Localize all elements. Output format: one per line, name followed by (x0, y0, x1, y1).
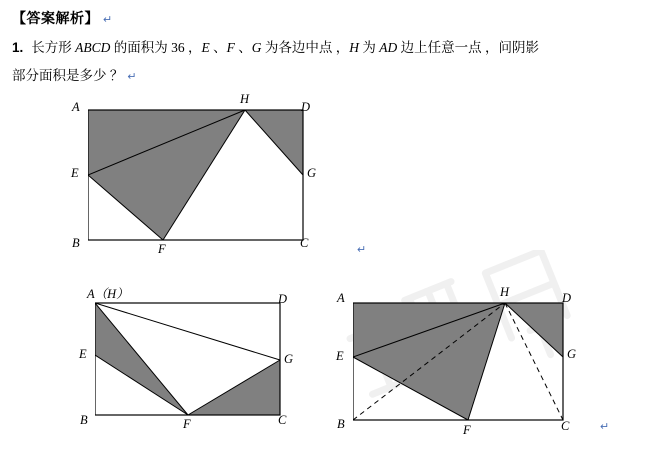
figure-2-label-D: D (278, 292, 288, 306)
q-text-g2: 边上任意一点 ，问阴影 (397, 40, 540, 55)
question-number: 1. (12, 40, 24, 55)
q-text-e2: 为各边中点 ， (261, 40, 350, 55)
figure-2-label-C: C (278, 413, 287, 427)
figure-2-label-G: G (284, 352, 294, 366)
q-text-d: 、 (234, 40, 252, 55)
figure-3-label-A: A (337, 291, 345, 305)
figure-1-label-E: E (71, 166, 79, 180)
q-text-a: 长方形 (31, 40, 76, 55)
paragraph-mark-middle: ↵ (357, 244, 367, 256)
question-line-2 (12, 64, 137, 84)
figure-2-label-B: B (80, 413, 88, 427)
q-text-b: 的面积为 36 ， (110, 40, 202, 55)
figure-3-label-F: F (463, 423, 471, 437)
figure-2-svg (95, 295, 295, 430)
paragraph-mark: ↵ (103, 13, 113, 26)
q-point-e: E (201, 40, 210, 55)
figure-3-label-H: H (500, 285, 510, 299)
shaded-region-main (88, 110, 245, 240)
figure-2 (79, 287, 295, 431)
figure-3-label-C: C (561, 419, 570, 433)
figure-1-label-F: F (158, 242, 166, 256)
q-point-f: F (226, 40, 235, 55)
figure-1-label-D: D (301, 100, 311, 114)
figure-3-label-D: D (562, 291, 572, 305)
answer-analysis-heading (12, 8, 113, 28)
question-line-1 (12, 36, 539, 56)
answer-analysis-title: 【答案解析】 (12, 10, 99, 26)
figure-1 (71, 92, 318, 256)
figure-3-svg (353, 295, 583, 435)
q-point-h: H (349, 40, 360, 55)
q-text-line2: 部分面积是多少 ？ (12, 68, 124, 83)
paragraph-mark-2: ↵ (127, 71, 137, 84)
q-rect-abcd: ABCD (75, 40, 111, 55)
figure-1-svg (88, 100, 318, 250)
paragraph-mark-bottom: ↵ (600, 421, 610, 433)
figure-2-label-F: F (183, 417, 191, 431)
q-text-f2: 为 (359, 40, 380, 55)
figure-1-label-C: C (300, 236, 309, 250)
figure-1-label-H: H (240, 92, 250, 106)
figure-2-label-A: A（H） (87, 287, 129, 301)
figure-3-label-B: B (337, 417, 345, 431)
figure-1-label-G: G (307, 166, 317, 180)
figure-3 (336, 285, 583, 437)
q-point-g: G (251, 40, 262, 55)
figure-1-label-B: B (72, 236, 80, 250)
figure-1-label-A: A (72, 100, 80, 114)
figure-2-label-E: E (79, 347, 87, 361)
figure-3-label-G: G (567, 347, 577, 361)
figure-3-label-E: E (336, 349, 344, 363)
q-seg-ad: AD (379, 40, 398, 55)
q-text-c: 、 (209, 40, 227, 55)
